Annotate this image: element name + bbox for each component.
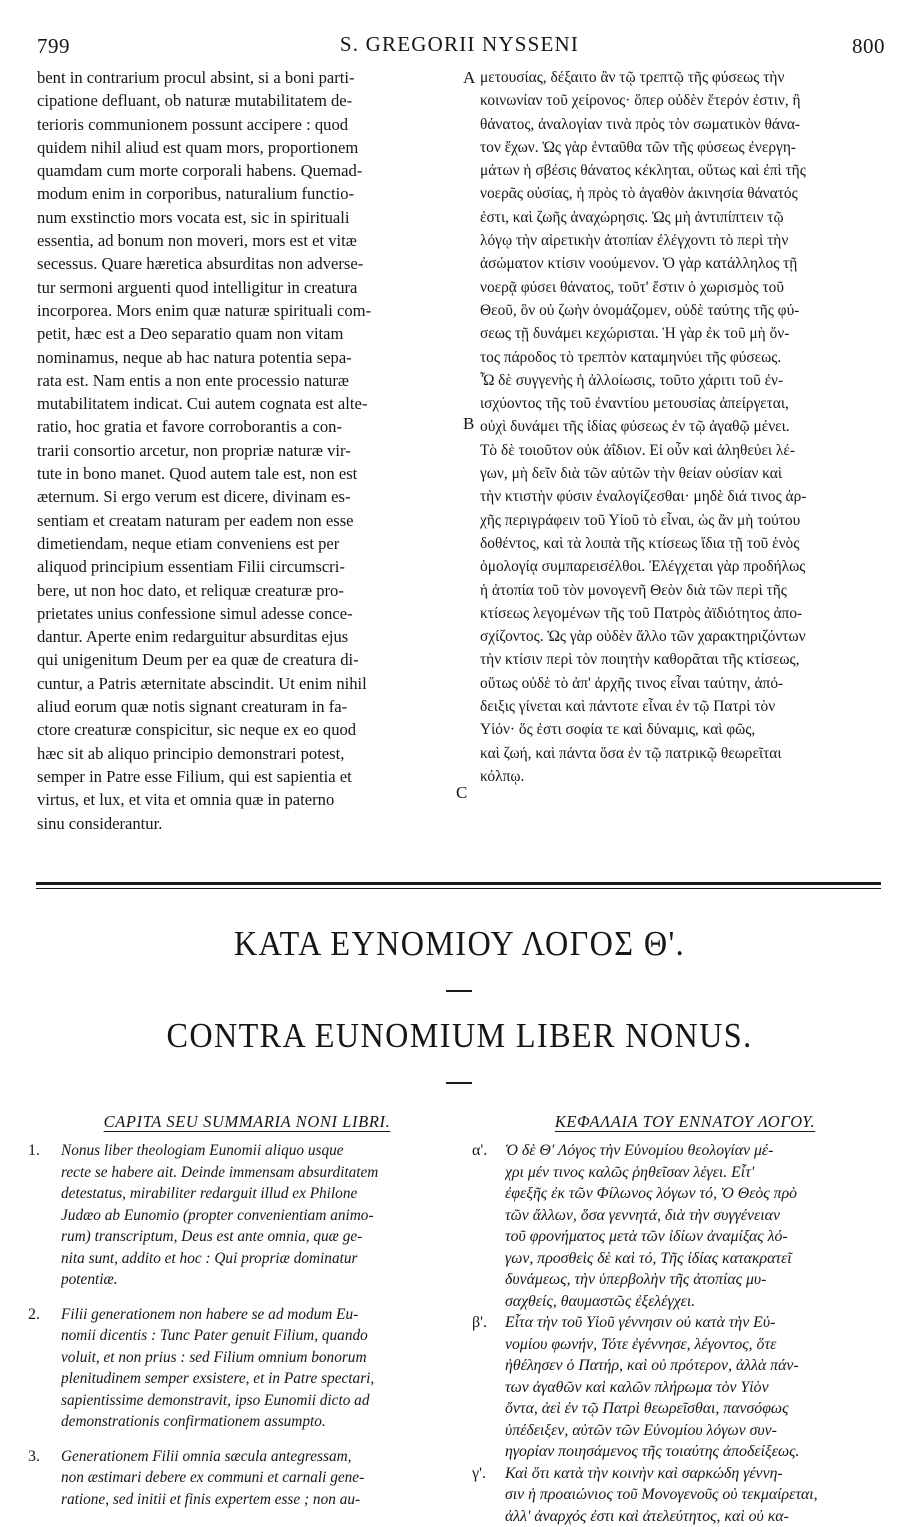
capitulum-line: νομίου φωνήν, Τότε ἐγέννησε, λέγοντος, ὅτε bbox=[505, 1334, 892, 1356]
section-divider-thick bbox=[36, 882, 881, 885]
capita-heading-latin: CAPITA SEU SUMMARIA NONI LIBRI. bbox=[37, 1112, 457, 1132]
latin-text-line: num exstinctio mors vocata est, sic in spirituali bbox=[37, 206, 457, 229]
capitulum-line: ἐφεξῆς ἐκ τῶν Φίλωνος λόγων τό, Ὁ Θεὸς πρὸ bbox=[505, 1183, 892, 1205]
latin-text-line: quamdam cum morte corporali habens. Quemad- bbox=[37, 159, 457, 182]
greek-text-line: ὁμολογίᾳ συμπαρεισέλθοι. Ἐλέγχεται γὰρ προδήλως bbox=[480, 555, 890, 578]
capitulum-line: Judæo ab Eunomio (propter convenientiam animo- bbox=[61, 1205, 460, 1227]
greek-text-column bbox=[480, 66, 890, 788]
latin-text-line: qui unigenitum Deum per ea quæ de creatura di- bbox=[37, 648, 457, 671]
capitulum-line: sapientissime demonstravit, ipso Eunomii dicto ad bbox=[61, 1390, 460, 1412]
capitulum-line: τῶν ἄλλων, ὅσα γεννητά, διὰ τὴν συγγένειαν bbox=[505, 1205, 892, 1227]
latin-text-line: tute in bono manet. Quod autem tale est, non est bbox=[37, 462, 457, 485]
capitulum-number: 3. bbox=[28, 1446, 40, 1468]
greek-text-line: ἀσώματον κτίσιν νοούμενον. Ὁ γὰρ κατάλληλος τῇ bbox=[480, 252, 890, 275]
capitulum-line: σιν ἡ προαιώνιος τοῦ Μονογενοῦς οὐ τεκμαίρεται, bbox=[505, 1484, 892, 1506]
latin-text-line: nominamus, neque ab hac natura potentia sepa- bbox=[37, 346, 457, 369]
greek-text-line: μετουσίας, δέξαιτο ἂν τῷ τρεπτῷ τῆς φύσεως τὴν bbox=[480, 66, 890, 89]
greek-text-line: τος πάροδος τὸ τρεπτὸν καταμηνύει τῆς φύσεως. bbox=[480, 346, 890, 369]
latin-text-line: semper in Patre esse Filium, qui est sapientia et bbox=[37, 765, 457, 788]
capitulum-item bbox=[472, 1312, 892, 1463]
greek-text-line: σεως τῇ δυνάμει κεχώρισται. Ἡ γὰρ ἐκ τοῦ μὴ ὄν- bbox=[480, 322, 890, 345]
greek-text-line: τον ἔχων. Ὡς γὰρ ἐνταῦθα τῶν τῆς φύσεως ἐνεργη- bbox=[480, 136, 890, 159]
latin-text-line: essentia, ad bonum non moveri, mors est et vitæ bbox=[37, 229, 457, 252]
latin-text-line: trarii consortio arcetur, non propriæ naturæ vir- bbox=[37, 439, 457, 462]
latin-text-line: prietates unius confessione simul adesse conce- bbox=[37, 602, 457, 625]
capitulum-line: Ὁ δὲ Θ' Λόγος τὴν Εὐνομίου θεολογίαν μέ- bbox=[505, 1140, 892, 1162]
section-divider-thin bbox=[36, 888, 881, 889]
greek-text-line: χῆς περιγράφειν τοῦ Υἱοῦ τὸ εἶναι, ὡς ἂν μὴ τούτου bbox=[480, 509, 890, 532]
capitulum-line: non æstimari debere ex communi et carnali gene- bbox=[61, 1467, 460, 1489]
capitulum-line: Εἶτα τὴν τοῦ Υἱοῦ γέννησιν οὐ κατὰ τὴν Εὐ- bbox=[505, 1312, 892, 1334]
latin-text-line: modum enim in corporibus, naturalium functio- bbox=[37, 182, 457, 205]
capitulum-line: plenitudinem semper exsistere, et in Patre spectari, bbox=[61, 1368, 460, 1390]
capitulum-number: α'. bbox=[472, 1140, 487, 1162]
capitulum-line: potentiæ. bbox=[61, 1269, 460, 1291]
title-dash bbox=[446, 1082, 472, 1084]
capita-heading-greek: ΚΕΦΑΛΑΙΑ ΤΟΥ ΕΝΝΑΤΟΥ ΛΟΓΟΥ. bbox=[480, 1112, 890, 1132]
capitulum-line: Filii generationem non habere se ad modum Eu- bbox=[61, 1304, 460, 1326]
latin-text-line: virtus, et lux, et vita et omnia quæ in paterno bbox=[37, 788, 457, 811]
capita-list-greek bbox=[472, 1140, 892, 1527]
capitulum-line: δυνάμεως, τὴν ὑπερβολὴν τῆς ἀτοπίας μυ- bbox=[505, 1269, 892, 1291]
title-dash bbox=[446, 990, 472, 992]
greek-text-line: Θεοῦ, ὃν οὐ ζωὴν ὀνομάζομεν, οὐδὲ ταύτης τῆς φύ- bbox=[480, 299, 890, 322]
capitulum-line: ὑπέδειξεν, αὐτῶν τῶν Εὐνομίου λόγων συν- bbox=[505, 1420, 892, 1442]
capitulum-item bbox=[472, 1463, 892, 1527]
margin-letter-a: A bbox=[463, 68, 475, 88]
capitulum-line: Generationem Filii omnia sæcula antegressam, bbox=[61, 1446, 460, 1468]
capitulum-line: ηγορίαν ποιησάμενος τῆς τοιαύτης ἀποδείξεως. bbox=[505, 1441, 892, 1463]
greek-text-line: οὕτως οὐδὲ τὸ ἀπ' ἀρχῆς τινος εἶναι ταύτην, ἀπό- bbox=[480, 672, 890, 695]
greek-text-line: οὐχὶ δυνάμει τῆς ἰδίας φύσεως ἐν τῷ ἀγαθῷ μένει. bbox=[480, 415, 890, 438]
greek-text-line: κτίσεως λεγομένων τῆς τοῦ Πατρὸς ἀϊδιότητος ἀπο- bbox=[480, 602, 890, 625]
latin-text-line: dimetiendam, neque etiam conveniens est per bbox=[37, 532, 457, 555]
capitulum-line: ὄντα, ἀεὶ ἐν τῷ Πατρὶ θεωρεῖσθαι, πανσόφως bbox=[505, 1398, 892, 1420]
capitulum-line: nita sunt, addito et hoc : Qui propriæ dominatur bbox=[61, 1248, 460, 1270]
latin-text-line: incorporea. Mors enim quæ naturæ spirituali com- bbox=[37, 299, 457, 322]
capitulum-line: voluit, et non prius : sed Filium omnium bonorum bbox=[61, 1347, 460, 1369]
latin-text-line: terioris communionem possunt accipere : quod bbox=[37, 113, 457, 136]
greek-text-line: τὴν κτιστὴν φύσιν ἐναλογίζεσθαι· μηδὲ διά τινος ἀρ- bbox=[480, 485, 890, 508]
capitulum-line: χρι μέν τινος καλῶς ῥηθεῖσαν λέγει. Εἶτ' bbox=[505, 1162, 892, 1184]
latin-text-line: quidem nihil aliud est quam mors, proportionem bbox=[37, 136, 457, 159]
latin-text-line: æternum. Si ergo verum est dicere, divinam es- bbox=[37, 485, 457, 508]
greek-text-line: τὴν κτίσιν περὶ τὸν ποιητὴν καθορᾶται τῆς κτίσεως, bbox=[480, 648, 890, 671]
latin-text-line: ratio, hoc gratia et favore corroborantis a con- bbox=[37, 415, 457, 438]
capitulum-line: Nonus liber theologiam Eunomii aliquo usque bbox=[61, 1140, 460, 1162]
book-title-latin: CONTRA EUNOMIUM LIBER NONUS. bbox=[37, 1016, 882, 1056]
capita-list-latin bbox=[28, 1140, 460, 1523]
capitulum-line: των ἀγαθῶν καὶ καλῶν πλήρωμα τὸν Υἱὸν bbox=[505, 1377, 892, 1399]
greek-text-line: γων, μὴ δεῖν διὰ τῶν αὐτῶν τὴν θείαν οὐσίαν καὶ bbox=[480, 462, 890, 485]
greek-text-line: κόλπῳ. bbox=[480, 765, 890, 788]
greek-text-line: Ὧ δὲ συγγενὴς ἡ ἀλλοίωσις, τοῦτο χάριτι τοῦ ἐν- bbox=[480, 369, 890, 392]
latin-text-line: bent in contrarium procul absint, si a boni parti- bbox=[37, 66, 457, 89]
latin-text-line: petit, hæc est a Deo separatio quam non vitam bbox=[37, 322, 457, 345]
greek-text-line: κοινωνίαν τοῦ χείρονος· ὅπερ οὐδὲν ἕτερόν ἐστιν, ἢ bbox=[480, 89, 890, 112]
capitulum-line: ἠθέλησεν ὁ Πατήρ, καὶ οὐ πρότερον, ἀλλὰ πάν- bbox=[505, 1355, 892, 1377]
greek-text-line: θάνατος, ἀναλογίαν τινὰ πρὸς τὸν σωματικὸν θάνα- bbox=[480, 113, 890, 136]
latin-text-line: sinu considerantur. bbox=[37, 812, 457, 835]
margin-letter-c: C bbox=[456, 783, 467, 803]
latin-text-line: hæc sit ab aliquo principio demonstrari potest, bbox=[37, 742, 457, 765]
running-title: S. GREGORII NYSSENI bbox=[0, 32, 919, 57]
latin-text-line: cipatione defluant, ob naturæ mutabilitatem de- bbox=[37, 89, 457, 112]
capitulum-line: γων, προσθεὶς δὲ καὶ τό, Τῆς ἰδίας κατακρατεῖ bbox=[505, 1248, 892, 1270]
greek-text-line: μάτων ἡ σβέσις θάνατος κέκληται, οὕτως καὶ ἐπὶ τῆς bbox=[480, 159, 890, 182]
greek-text-line: ἐστι, καὶ ζωῆς ἀναχώρησις. Ὡς μὴ ἀντιπίπτειν τῷ bbox=[480, 206, 890, 229]
capitulum-line: detestatus, mirabiliter redarguit illud ex Philone bbox=[61, 1183, 460, 1205]
capitulum-line: ratione, sed initii et finis expertem esse ; non au- bbox=[61, 1489, 460, 1511]
capitulum-item bbox=[28, 1446, 460, 1511]
book-title-greek: ΚΑΤΑ ΕΥΝΟΜΙΟΥ ΛΟΓΟΣ Θ'. bbox=[37, 924, 882, 964]
greek-text-line: νοερᾶς οὐσίας, ἡ πρὸς τὸ ἀγαθὸν ἀκινησία θάνατός bbox=[480, 182, 890, 205]
capitulum-number: 1. bbox=[28, 1140, 40, 1162]
latin-text-line: mutabilitatem indicat. Cui autem cognata est alte- bbox=[37, 392, 457, 415]
capitulum-number: 2. bbox=[28, 1304, 40, 1326]
capitulum-line: nomii dicentis : Tunc Pater genuit Filium, quando bbox=[61, 1325, 460, 1347]
capitulum-line: demonstrationis confirmationem assumpto. bbox=[61, 1411, 460, 1433]
latin-text-line: sentiam et creatam naturam per eadem non esse bbox=[37, 509, 457, 532]
greek-text-line: ἡ ἀτοπία τοῦ τὸν μονογενῆ Θεὸν διὰ τῶν περὶ τῆς bbox=[480, 579, 890, 602]
capitulum-line: ἀλλ' ἀναρχός ἐστι καὶ ἀτελεύτητος, καὶ οὐ κα- bbox=[505, 1506, 892, 1527]
latin-text-line: tur sermoni arguenti quod intelligitur in creatura bbox=[37, 276, 457, 299]
capitulum-line: σαχθείς, θαυμαστῶς ἐξελέγχει. bbox=[505, 1291, 892, 1313]
latin-text-line: aliud eorum quæ notis signant creaturam in fa- bbox=[37, 695, 457, 718]
greek-text-line: δοθέντος, καὶ τὰ λοιπὰ τῆς κτίσεως ἴδια τῇ τοῦ ἑνὸς bbox=[480, 532, 890, 555]
greek-text-line: ισχύοντος τῆς τοῦ ἐναντίου μετουσίας ἀπείργεται, bbox=[480, 392, 890, 415]
latin-text-line: aliquod principium essentiam Filii circumscri- bbox=[37, 555, 457, 578]
greek-text-line: καὶ ζωή, καὶ πάντα ὅσα ἐν τῷ πατρικῷ θεωρεῖται bbox=[480, 742, 890, 765]
latin-text-line: bere, ut non hoc dato, et reliquæ creaturæ pro- bbox=[37, 579, 457, 602]
greek-text-line: λόγῳ τὴν αἱρετικὴν ἀτοπίαν ἐλέγχοντι τὸ περὶ τὴν bbox=[480, 229, 890, 252]
margin-letter-b: B bbox=[463, 414, 474, 434]
capitulum-line: recte se habere ait. Deinde immensam absurditatem bbox=[61, 1162, 460, 1184]
page-number-left: 799 bbox=[37, 34, 70, 59]
capitulum-line: τοῦ φρονήματος μετὰ τῶν ἰδίων ἀναμίξας λό- bbox=[505, 1226, 892, 1248]
capitulum-item bbox=[28, 1304, 460, 1433]
latin-text-line: ctore creaturæ conspicitur, sic neque ex eo quod bbox=[37, 718, 457, 741]
latin-text-line: rata est. Nam entis a non ente processio naturæ bbox=[37, 369, 457, 392]
capitulum-line: rum) transcriptum, Deus est ante omnia, quæ ge- bbox=[61, 1226, 460, 1248]
greek-text-line: δειξις γίνεται καὶ πάντοτε εἶναι ἐν τῷ Πατρὶ τὸν bbox=[480, 695, 890, 718]
latin-text-line: cuntur, a Patris æternitate abscindit. Ut enim nihil bbox=[37, 672, 457, 695]
capitulum-number: β'. bbox=[472, 1312, 487, 1334]
greek-text-line: Τὸ δὲ τοιοῦτον οὐκ ἀΐδιον. Εἰ οὖν καὶ ἀληθεύει λέ- bbox=[480, 439, 890, 462]
greek-text-line: νοερᾷ φύσει θάνατος, τοῦτ' ἔστιν ὁ χωρισμὸς τοῦ bbox=[480, 276, 890, 299]
capitulum-number: γ'. bbox=[472, 1463, 486, 1485]
latin-text-line: dantur. Aperte enim redarguitur absurditas ejus bbox=[37, 625, 457, 648]
running-head bbox=[0, 26, 919, 56]
greek-text-line: σχίζοντος. Ὡς γὰρ οὐδὲν ἄλλο τῶν χαρακτηριζόντων bbox=[480, 625, 890, 648]
latin-text-line: secessus. Quare hæretica absurditas non adverse- bbox=[37, 252, 457, 275]
page-number-right: 800 bbox=[852, 34, 885, 59]
latin-text-column bbox=[37, 66, 457, 835]
capitulum-line: Καὶ ὅτι κατὰ τὴν κοινὴν καὶ σαρκώδη γέννη- bbox=[505, 1463, 892, 1485]
capitulum-item bbox=[28, 1140, 460, 1291]
greek-text-line: Υἱόν· ὅς ἐστι σοφία τε καὶ δύναμις, καὶ φῶς, bbox=[480, 718, 890, 741]
capitulum-item bbox=[472, 1140, 892, 1312]
